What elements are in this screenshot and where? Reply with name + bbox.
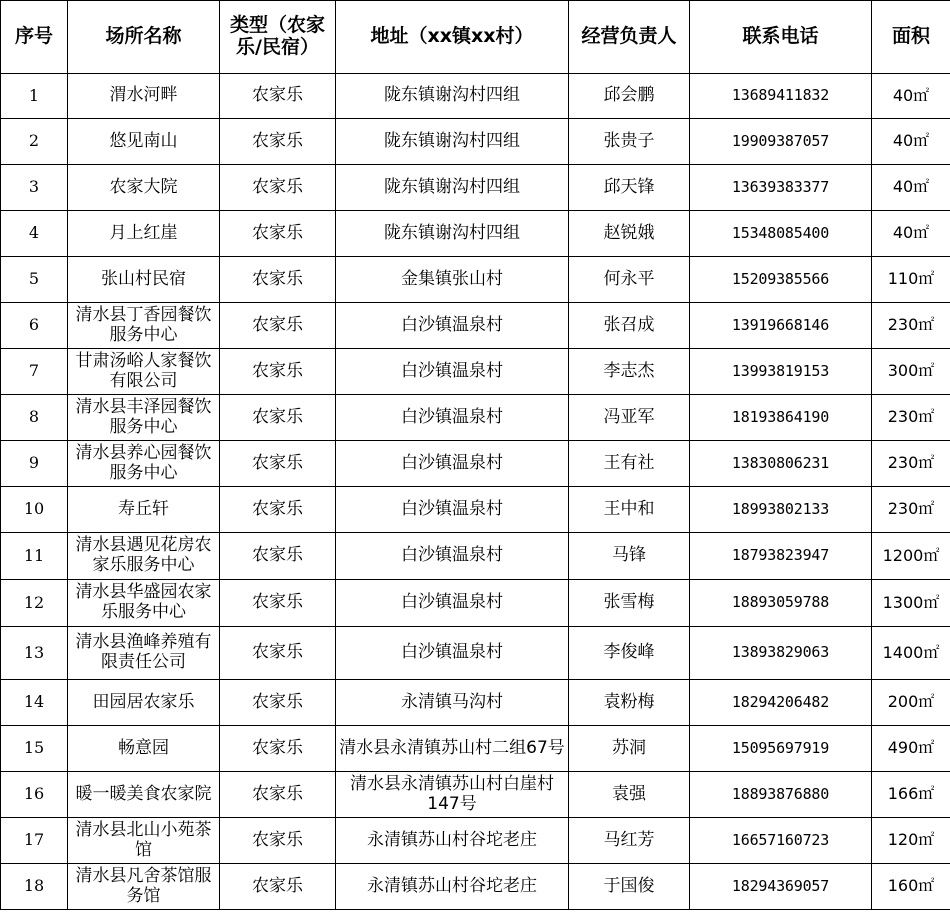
header-name: 场所名称 [68, 1, 220, 74]
cell-area: 230㎡ [872, 303, 950, 349]
cell-manager: 张召成 [569, 303, 690, 349]
cell-area: 40㎡ [872, 119, 950, 165]
cell-address: 白沙镇温泉村 [336, 349, 569, 395]
cell-index: 1 [1, 74, 68, 119]
cell-type: 农家乐 [220, 818, 336, 864]
table-row [1, 395, 950, 441]
header-type: 类型（农家乐/民宿） [220, 1, 336, 74]
cell-name: 清水县华盛园农家乐服务中心 [68, 580, 220, 627]
table-row [1, 487, 950, 533]
cell-index: 9 [1, 441, 68, 487]
cell-manager: 冯亚军 [569, 395, 690, 441]
cell-address: 清水县永清镇苏山村白崖村147号 [336, 772, 569, 818]
cell-type: 农家乐 [220, 257, 336, 303]
cell-manager: 苏洞 [569, 726, 690, 772]
cell-manager: 马红芳 [569, 818, 690, 864]
table-row [1, 533, 950, 580]
cell-name: 清水县丁香园餐饮服务中心 [68, 303, 220, 349]
header-row [1, 1, 950, 74]
cell-address: 永清镇苏山村谷坨老庄 [336, 864, 569, 910]
cell-name: 月上红崖 [68, 211, 220, 257]
cell-phone: 18193864190 [690, 395, 872, 441]
cell-index: 6 [1, 303, 68, 349]
cell-phone: 15209385566 [690, 257, 872, 303]
cell-type: 农家乐 [220, 772, 336, 818]
cell-manager: 张雪梅 [569, 580, 690, 627]
cell-area: 230㎡ [872, 441, 950, 487]
cell-phone: 13919668146 [690, 303, 872, 349]
cell-name: 悠见南山 [68, 119, 220, 165]
header-address: 地址（xx镇xx村） [336, 1, 569, 74]
cell-type: 农家乐 [220, 74, 336, 119]
table-row [1, 211, 950, 257]
cell-phone: 15095697919 [690, 726, 872, 772]
cell-phone: 18993802133 [690, 487, 872, 533]
cell-area: 40㎡ [872, 211, 950, 257]
table-row [1, 119, 950, 165]
cell-type: 农家乐 [220, 627, 336, 680]
cell-address: 白沙镇温泉村 [336, 441, 569, 487]
cell-phone: 15348085400 [690, 211, 872, 257]
cell-address: 白沙镇温泉村 [336, 627, 569, 680]
cell-name: 暖一暖美食农家院 [68, 772, 220, 818]
cell-phone: 18294369057 [690, 864, 872, 910]
cell-type: 农家乐 [220, 580, 336, 627]
cell-area: 490㎡ [872, 726, 950, 772]
cell-phone: 18294206482 [690, 680, 872, 726]
cell-area: 110㎡ [872, 257, 950, 303]
cell-type: 农家乐 [220, 303, 336, 349]
cell-area: 300㎡ [872, 349, 950, 395]
table-row [1, 74, 950, 119]
cell-address: 永清镇马沟村 [336, 680, 569, 726]
cell-type: 农家乐 [220, 165, 336, 211]
cell-index: 2 [1, 119, 68, 165]
cell-manager: 马锋 [569, 533, 690, 580]
cell-address: 白沙镇温泉村 [336, 395, 569, 441]
cell-name: 清水县渔峰养殖有限责任公司 [68, 627, 220, 680]
cell-area: 1200㎡ [872, 533, 950, 580]
cell-area: 230㎡ [872, 395, 950, 441]
cell-name: 田园居农家乐 [68, 680, 220, 726]
table-row [1, 627, 950, 680]
cell-phone: 16657160723 [690, 818, 872, 864]
cell-area: 1400㎡ [872, 627, 950, 680]
cell-index: 8 [1, 395, 68, 441]
cell-type: 农家乐 [220, 680, 336, 726]
cell-type: 农家乐 [220, 441, 336, 487]
cell-address: 白沙镇温泉村 [336, 303, 569, 349]
cell-index: 3 [1, 165, 68, 211]
cell-address: 清水县永清镇苏山村二组67号 [336, 726, 569, 772]
cell-phone: 13893829063 [690, 627, 872, 680]
table-row [1, 864, 950, 910]
cell-name: 清水县丰泽园餐饮服务中心 [68, 395, 220, 441]
cell-index: 13 [1, 627, 68, 680]
cell-phone: 18893876880 [690, 772, 872, 818]
cell-area: 160㎡ [872, 864, 950, 910]
table-row [1, 818, 950, 864]
cell-index: 7 [1, 349, 68, 395]
cell-area: 1300㎡ [872, 580, 950, 627]
table-row [1, 441, 950, 487]
table-row [1, 349, 950, 395]
cell-index: 18 [1, 864, 68, 910]
cell-name: 清水县凡舍茶馆服务馆 [68, 864, 220, 910]
cell-manager: 李志杰 [569, 349, 690, 395]
cell-manager: 何永平 [569, 257, 690, 303]
cell-manager: 邱天锋 [569, 165, 690, 211]
cell-address: 金集镇张山村 [336, 257, 569, 303]
cell-phone: 19909387057 [690, 119, 872, 165]
cell-index: 14 [1, 680, 68, 726]
cell-index: 17 [1, 818, 68, 864]
cell-name: 清水县遇见花房农家乐服务中心 [68, 533, 220, 580]
cell-index: 5 [1, 257, 68, 303]
cell-phone: 13639383377 [690, 165, 872, 211]
cell-phone: 13689411832 [690, 74, 872, 119]
cell-phone: 18793823947 [690, 533, 872, 580]
cell-type: 农家乐 [220, 726, 336, 772]
cell-phone: 13993819153 [690, 349, 872, 395]
cell-address: 永清镇苏山村谷坨老庄 [336, 818, 569, 864]
cell-manager: 张贵子 [569, 119, 690, 165]
header-phone: 联系电话 [690, 1, 872, 74]
cell-type: 农家乐 [220, 533, 336, 580]
cell-manager: 李俊峰 [569, 627, 690, 680]
cell-type: 农家乐 [220, 487, 336, 533]
cell-name: 清水县养心园餐饮服务中心 [68, 441, 220, 487]
cell-index: 15 [1, 726, 68, 772]
cell-address: 陇东镇谢沟村四组 [336, 119, 569, 165]
cell-index: 10 [1, 487, 68, 533]
cell-manager: 袁强 [569, 772, 690, 818]
cell-name: 甘肃汤峪人家餐饮有限公司 [68, 349, 220, 395]
cell-manager: 王有社 [569, 441, 690, 487]
cell-area: 40㎡ [872, 74, 950, 119]
cell-phone: 18893059788 [690, 580, 872, 627]
cell-area: 40㎡ [872, 165, 950, 211]
table-row [1, 257, 950, 303]
cell-manager: 邱会鹏 [569, 74, 690, 119]
cell-manager: 赵锐娥 [569, 211, 690, 257]
cell-name: 清水县北山小苑茶馆 [68, 818, 220, 864]
cell-address: 陇东镇谢沟村四组 [336, 74, 569, 119]
cell-name: 渭水河畔 [68, 74, 220, 119]
table-row [1, 165, 950, 211]
table-row [1, 680, 950, 726]
cell-name: 寿丘轩 [68, 487, 220, 533]
cell-address: 白沙镇温泉村 [336, 533, 569, 580]
cell-phone: 13830806231 [690, 441, 872, 487]
cell-address: 陇东镇谢沟村四组 [336, 165, 569, 211]
table-row [1, 580, 950, 627]
cell-name: 张山村民宿 [68, 257, 220, 303]
cell-name: 农家大院 [68, 165, 220, 211]
cell-index: 16 [1, 772, 68, 818]
cell-type: 农家乐 [220, 395, 336, 441]
cell-manager: 王中和 [569, 487, 690, 533]
cell-area: 230㎡ [872, 487, 950, 533]
table-row [1, 303, 950, 349]
cell-index: 4 [1, 211, 68, 257]
cell-index: 11 [1, 533, 68, 580]
cell-manager: 于国俊 [569, 864, 690, 910]
cell-address: 白沙镇温泉村 [336, 487, 569, 533]
cell-type: 农家乐 [220, 864, 336, 910]
cell-manager: 袁粉梅 [569, 680, 690, 726]
cell-address: 白沙镇温泉村 [336, 580, 569, 627]
cell-type: 农家乐 [220, 119, 336, 165]
table-row [1, 772, 950, 818]
cell-index: 12 [1, 580, 68, 627]
cell-type: 农家乐 [220, 211, 336, 257]
cell-area: 166㎡ [872, 772, 950, 818]
header-manager: 经营负责人 [569, 1, 690, 74]
cell-area: 120㎡ [872, 818, 950, 864]
cell-area: 200㎡ [872, 680, 950, 726]
header-index: 序号 [1, 1, 68, 74]
cell-name: 畅意园 [68, 726, 220, 772]
cell-address: 陇东镇谢沟村四组 [336, 211, 569, 257]
cell-type: 农家乐 [220, 349, 336, 395]
header-area: 面积 [872, 1, 950, 74]
table-row [1, 726, 950, 772]
